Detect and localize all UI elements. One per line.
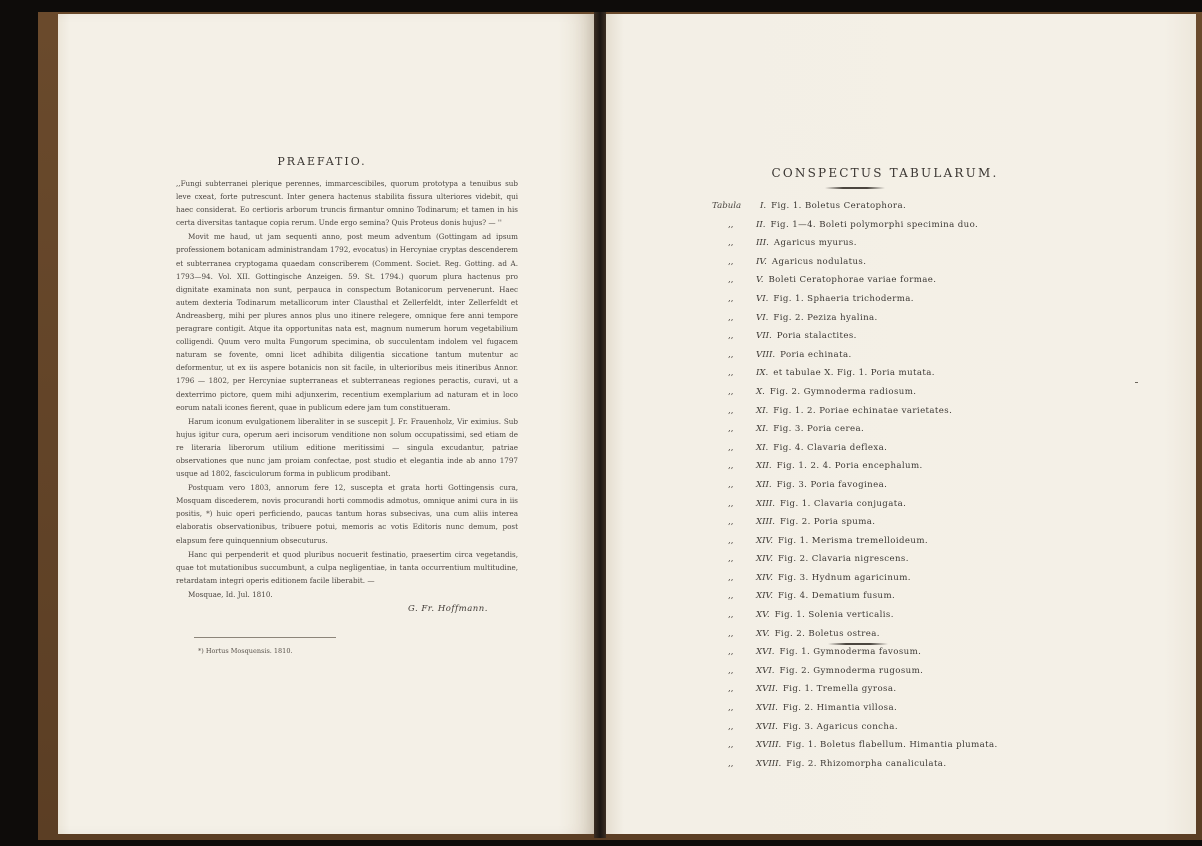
praefatio-paragraph: Harum iconum evulgationem liberaliter in se suscepit J. Fr. Frauenholz, Vir eximius. Sub hujus igitur cura, operum aeri incisorum venditione non solum occupatissimi, sed etiam de re literaria liberorum utilium editione meritissimi — singula excudantur, patriae observationes que nunc jam proiam confectae, post studio et elegantia inde ab anno 1797 usque ad 1802, fasciculorum forma in publicum prodibant.	[176, 416, 518, 479]
ditto-mark: ,,	[728, 368, 734, 379]
conspectus-entry	[712, 197, 992, 216]
plate-description: Fig. 1—4. Boleti polymorphi specimina duo.	[770, 219, 979, 230]
plate-description: Fig. 1. Tremella gyrosa.	[782, 684, 897, 695]
ditto-mark: ,,	[728, 312, 734, 323]
ditto-mark: ,,	[728, 665, 734, 676]
ditto-mark: ,,	[728, 238, 734, 249]
book-gutter	[594, 12, 606, 838]
plate-number: XV.	[756, 610, 770, 621]
plate-description: Fig. 1. Boletus Ceratophora.	[771, 201, 907, 211]
plate-description: Agaricus myurus.	[773, 238, 857, 249]
ditto-mark: ,,	[728, 591, 734, 602]
ditto-mark: ,,	[728, 758, 734, 769]
conspectus-entry	[712, 327, 992, 346]
conspectus-entry	[712, 271, 992, 290]
plate-description: Fig. 1. Clavaria conjugata.	[780, 498, 907, 509]
ditto-mark: ,,	[728, 703, 734, 714]
conspectus-entry	[712, 532, 992, 551]
plate-number: XIII.	[756, 498, 776, 509]
conspectus-entry	[712, 253, 992, 272]
plate-number: VI.	[756, 312, 769, 323]
conspectus-entry	[712, 439, 992, 458]
ditto-mark: ,,	[728, 721, 734, 732]
plate-description: Fig. 2. Rhizomorpha canaliculata.	[786, 758, 947, 769]
conspectus-entry	[712, 216, 992, 235]
plate-description: Fig. 1. Sphaeria trichoderma.	[773, 293, 914, 304]
plate-description: Fig. 2. Himantia villosa.	[782, 703, 898, 714]
ditto-mark: ,,	[728, 498, 734, 509]
plate-number: II.	[756, 219, 766, 230]
page-mark	[1135, 382, 1138, 383]
ditto-mark: ,,	[728, 628, 734, 639]
praefatio-paragraph: Hanc qui perpenderit et quod pluribus nocuerit festinatio, praesertim circa vegetandis, quae tot mutationibus succumbunt, a culpa negligentiae, in tanta occurrentium multitudine, retardatam integri operis editionem facile liberabit. —	[176, 549, 518, 585]
conspectus-entry	[712, 346, 992, 365]
plate-number: VII.	[756, 331, 772, 342]
conspectus-entry	[712, 457, 992, 476]
plate-number: V.	[756, 275, 764, 286]
plate-description: Fig. 4. Clavaria deflexa.	[773, 442, 888, 453]
conspectus-entry	[712, 680, 992, 699]
conspectus-entry	[712, 513, 992, 532]
plate-number: XV.	[756, 628, 770, 639]
ditto-mark: ,,	[728, 461, 734, 472]
conspectus-entry	[712, 736, 998, 755]
plate-number: XIV.	[756, 591, 773, 602]
plate-number: XII.	[756, 461, 772, 472]
ditto-mark: ,,	[728, 424, 734, 435]
ditto-mark: ,,	[728, 219, 734, 230]
praefatio-paragraph: Postquam vero 1803, annorum fere 12, suscepta et grata horti Gottingensis cura, Mosquam discederem, novis procurandi horti commodis admotus, omnique animi cura in iis positis, *) huic operi perficiendo, paucas tantum horas subsecivas, una cum aliis interea elaboratis observationibus, tribuere potui, memoris ac votis Editoris nunc demum, post elapsum fere quinquennium obsecuturus.	[176, 483, 518, 545]
plate-number: XI.	[756, 442, 769, 453]
conspectus-entry	[712, 625, 992, 644]
conspectus-entry	[712, 569, 992, 588]
plate-description: Fig. 1. Solenia verticalis.	[774, 610, 894, 621]
plate-description: Poria echinata.	[780, 349, 852, 360]
plate-number: VI.	[756, 293, 769, 304]
plate-number: VIII.	[756, 349, 776, 360]
ditto-mark: ,,	[728, 349, 734, 360]
plate-description: Fig. 4. Dematium fusum.	[777, 591, 896, 602]
ditto-mark: ,,	[728, 331, 734, 342]
plate-number: IX.	[756, 368, 769, 379]
plate-number: X.	[756, 386, 765, 397]
plate-description: Poria stalactites.	[776, 331, 857, 342]
footnote: *) Hortus Mosquensis. 1810.	[198, 647, 293, 655]
plate-number: III.	[756, 238, 769, 249]
conspectus-entry	[712, 699, 992, 718]
conspectus-entry	[712, 587, 992, 606]
conspectus-entry	[712, 718, 992, 737]
end-ornament-rule	[828, 643, 888, 645]
plate-description: Fig. 2. Gymnoderma radiosum.	[769, 386, 917, 397]
plate-number: XII.	[756, 479, 772, 490]
conspectus-entry	[712, 662, 992, 681]
plate-number: XVIII.	[756, 758, 782, 769]
place-date: Mosquae, Id. Jul. 1810.	[188, 589, 273, 599]
conspectus-entry	[712, 550, 992, 569]
conspectus-list	[712, 197, 998, 773]
ditto-mark: ,,	[728, 517, 734, 528]
praefatio-body	[176, 177, 518, 602]
footnote-rule	[194, 637, 336, 638]
plate-description: Agaricus nodulatus.	[771, 256, 867, 267]
plate-number: XI.	[756, 405, 769, 416]
plate-description: Fig. 1. 2. Poriae echinatae varietates.	[773, 405, 953, 416]
praefatio-title: PRAEFATIO.	[277, 155, 367, 168]
ditto-mark: ,,	[728, 740, 734, 751]
plate-description: Fig. 1. 2. 4. Poria encephalum.	[776, 461, 923, 472]
conspectus-entry	[712, 495, 992, 514]
plate-description: Fig. 2. Poria spuma.	[780, 517, 876, 528]
ditto-mark: ,,	[728, 405, 734, 416]
ditto-mark: ,,	[728, 535, 734, 546]
plate-description: Fig. 2. Boletus ostrea.	[774, 628, 880, 639]
title-ornament-rule	[825, 187, 885, 189]
conspectus-entry	[712, 290, 992, 309]
plate-number: XVII.	[756, 684, 778, 695]
conspectus-entry	[712, 309, 992, 328]
plate-number: XIV.	[756, 535, 773, 546]
ditto-mark: ,,	[728, 572, 734, 583]
conspectus-entry	[712, 755, 992, 774]
plate-description: Fig. 1. Merisma tremelloideum.	[777, 535, 929, 546]
plate-description: Fig. 3. Poria cerea.	[773, 424, 865, 435]
conspectus-entry	[712, 606, 992, 625]
conspectus-entry	[712, 643, 992, 662]
ditto-mark: ,,	[728, 442, 734, 453]
ditto-mark: ,,	[728, 293, 734, 304]
plate-description: Fig. 3. Hydnum agaricinum.	[777, 572, 911, 583]
plate-description: Fig. 2. Clavaria nigrescens.	[777, 554, 909, 565]
plate-number: XVII.	[756, 721, 778, 732]
plate-description: et tabulae X. Fig. 1. Poria mutata.	[773, 368, 935, 379]
conspectus-title: CONSPECTUS TABULARUM.	[771, 166, 999, 180]
plate-number: XI.	[756, 424, 769, 435]
praefatio-paragraph: Movit me haud, ut jam sequenti anno, post meum adventum (Gottingam ad ipsum professionem botanicam administrandam 1792, evocatus) in Hercyniae cryptas descenderem et subterranea cryptogama quaedam conscriberem (Comment. Societ. Reg. Gotting. ad A. 1793—94. Vol. XII. Gottingische Anzeigen. 59. St. 1794.) quorum plura hactenus pro dignitate examinata non sunt, perpauca in conspectum Botanicorum pervenerunt. Haec autem dexteria Todinarum metallicorum inter Clausthal et Zellerfeldt, inter Zellerfeldt et Andreasberg, mihi per plures annos plus uno itinere relegere, omnique fere anni tempore peragrare contigit. Atque ita opportunitas nata est, magnum numerum horum vegetabilium colligendi. Quum vero multa Fungorum specimina, ob succulentam indolem vel fugacem naturam se fovente, omni licet adhibita diligentia siccatione tantum mutentur ac deformentur, ut ex iis aspere botanicis non sit facile, in ulterioribus meis itineribus Annor. 1796 — 1802, per Hercyniae supterraneas et subterraneas regiones peractis, curavi, ut a dexterrimo pictore, quem mihi adjunxerim, recentium exemplarium ad naturam et in loco eorum natali icones fierent, quae in publicum edere jam tum constitueram.	[176, 232, 518, 412]
plate-description: Fig. 1. Gymnoderma favosum.	[779, 647, 922, 658]
conspectus-entry	[712, 234, 992, 253]
ditto-mark: ,,	[728, 256, 734, 267]
praefatio-paragraph: ,,Fungi subterranei plerique perennes, immarcescibiles, quorum prototypa a tenuibus sub leve cxeat, forte putrescunt. Inter genera hactenus stabilita fissura ulteriores videbit, qui haec considerat. Eo certioris arborum truncis firmantur omnino Todinarum; et tamen in his certa diversitas tantaque copia rerum. Unde ergo semina? Quis Proteus donis hujus? — ''	[176, 179, 518, 228]
conspectus-entry	[712, 402, 992, 421]
ditto-mark: ,,	[728, 275, 734, 286]
plate-description: Fig. 3. Poria favogineа.	[776, 479, 888, 490]
conspectus-entry	[712, 383, 992, 402]
ditto-mark: ,,	[728, 554, 734, 565]
plate-number: XIII.	[756, 517, 776, 528]
plate-number: XVIII.	[756, 740, 782, 751]
ditto-mark: ,,	[728, 479, 734, 490]
ditto-mark: ,,	[728, 684, 734, 695]
tabula-label: Tabula	[712, 201, 742, 211]
plate-number: XIV.	[756, 554, 773, 565]
plate-description: Fig. 2. Peziza hyalina.	[773, 312, 878, 323]
plate-description: Boleti Ceratophorae variae formae.	[768, 275, 937, 286]
conspectus-entry	[712, 420, 992, 439]
plate-description: Fig. 1. Boletus flabellum. Himantia plumata.	[786, 740, 998, 751]
plate-number: XIV.	[756, 572, 773, 583]
plate-number: I.	[760, 201, 767, 211]
ditto-mark: ,,	[728, 647, 734, 658]
plate-number: XVI.	[756, 647, 775, 658]
plate-number: IV.	[756, 256, 767, 267]
plate-number: XVI.	[756, 665, 775, 676]
plate-number: XVII.	[756, 703, 778, 714]
plate-description: Fig. 2. Gymnoderma rugosum.	[779, 665, 924, 676]
signature: G. Fr. Hoffmann.	[408, 604, 488, 614]
conspectus-entry	[712, 364, 992, 383]
conspectus-entry	[712, 476, 992, 495]
plate-description: Fig. 3. Agaricus concha.	[782, 721, 898, 732]
ditto-mark: ,,	[728, 386, 734, 397]
ditto-mark: ,,	[728, 610, 734, 621]
